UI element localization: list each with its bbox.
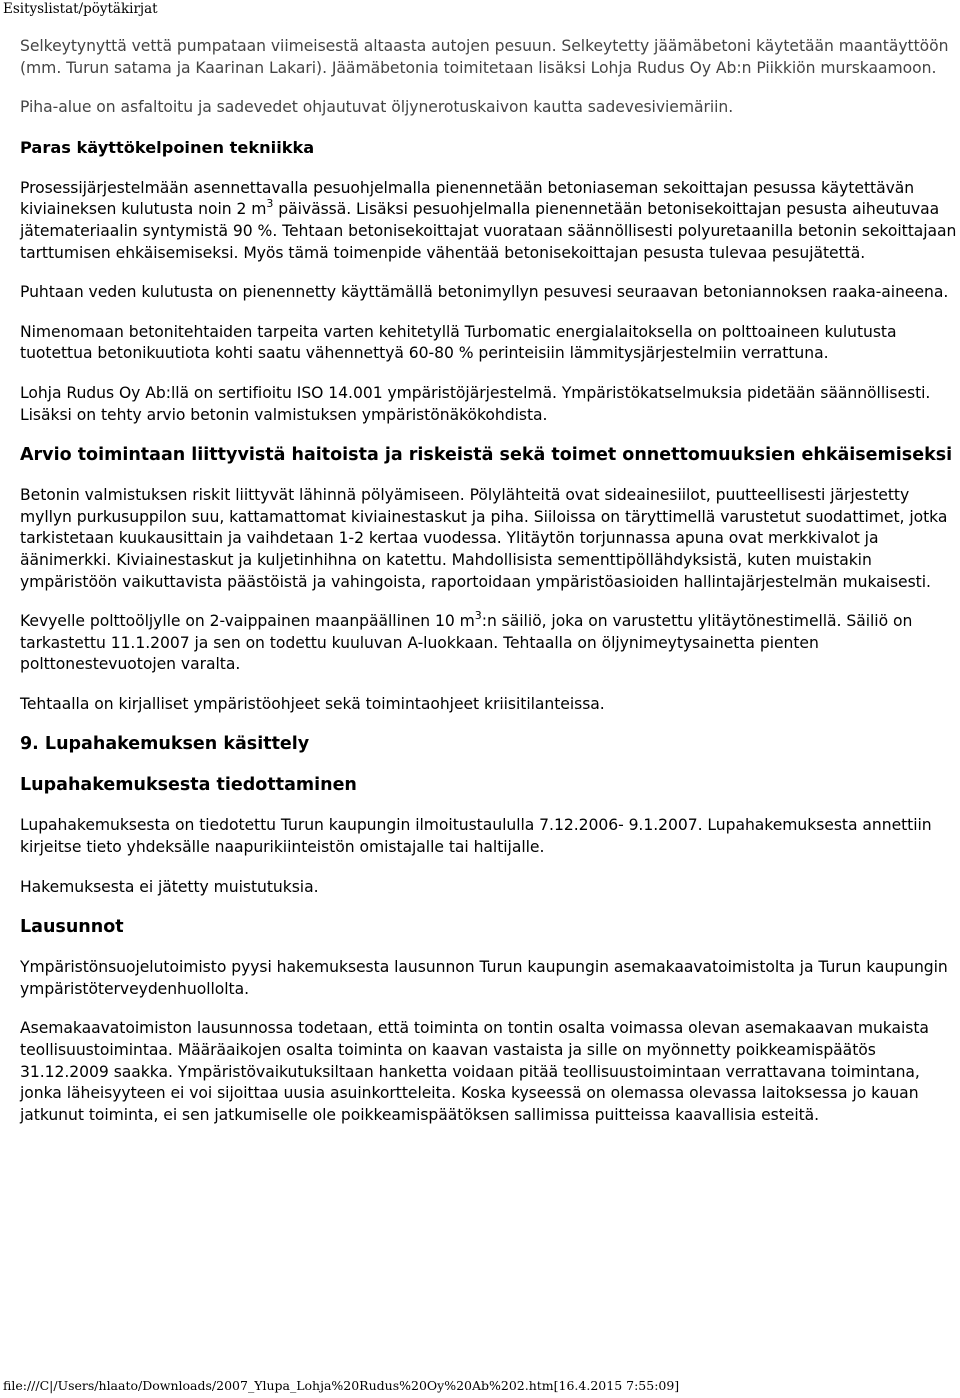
page-footer-path: file:///C|/Users/hlaato/Downloads/2007_Ylupa_Lohja%20Rudus%20Oy%20Ab%202.htm[16.4.2015 7:55:09] xyxy=(3,1378,680,1393)
paragraph-yard: Piha-alue on asfaltoitu ja sadevedet ohjautuvat öljynerotuskaivon kautta sadevesiviemäriin. xyxy=(20,98,734,117)
process-text-start: Prosessijärjestelmään asennettavalla pesuohjelmalla pienennetään betoniaseman sekoittajan pesussa käytettävän kiviaineksen kulutusta noin 2 m xyxy=(20,178,915,219)
heading-best-available-technique: Paras käyttökelpoinen tekniikka xyxy=(20,137,315,157)
superscript-3: 3 xyxy=(474,609,482,623)
paragraph-notice: Lupahakemuksesta on tiedotettu Turun kaupungin ilmoitustaululla 7.12.2006- 9.1.2007. Lupahakemuksesta annettiin kirjeitse tieto yhdeksälle naapurikiinteistön omistajalle tai haltijalle. xyxy=(20,816,932,857)
oil-text-end: :n säiliö, joka on varustettu ylitäytönestimellä. Säiliö on tarkastettu 11.1.2007 ja sen on todettu kuuluvan A-luokkaan. Tehtaalla on öljynimeytysainetta pienten polttonestevuotojen varalta. xyxy=(20,612,913,674)
heading-section-9: 9. Lupahakemuksen käsittely xyxy=(20,734,310,755)
paragraph-iso: Lohja Rudus Oy Ab:llä on sertifioitu ISO 14.001 ympäristöjärjestelmä. Ympäristökatselmuksia pidetään säännöllisesti. Lisäksi on tehty arvio betonin valmistuksen ympäristönäkökohdista. xyxy=(20,383,931,424)
document-body xyxy=(20,36,957,1144)
paragraph-statement-request: Ympäristönsuojelutoimisto pyysi hakemuksesta lausunnon Turun kaupungin asemakaavatoimistolta ja Turun kaupungin ympäristöterveydenhuollolta. xyxy=(20,958,948,998)
heading-application-notice: Lupahakemuksesta tiedottaminen xyxy=(20,775,357,796)
paragraph-instructions: Tehtaalla on kirjalliset ympäristöohjeet sekä toimintaohjeet kriisitilanteissa. xyxy=(20,694,605,713)
paragraph-water-reuse: Selkeytynyttä vettä pumpataan viimeisestä altaasta autojen pesuun. Selkeytetty jäämäbetoni käytetään maantäyttöön (mm. Turun satama ja Kaarinan Lakari). Jäämäbetonia toimitetaan lisäksi Lohja Rudus Oy Ab:n Piikkiön murskaamoon. xyxy=(20,37,949,77)
process-text-end: päivässä. Lisäksi pesuohjelmalla pienennetään betonisekoittajan pesusta aiheutuvaa jätemateriaalin syntymistä 90 %. Tehtaan betonisekoittajat vuorataan säännöllisesti polyuretaanilla betonin sekoittajaan tarttumisen ehkäisemiseksi. Myös tämä toimenpide vähentää betonisekoittajan pesusta tulevaa pesujätettä. xyxy=(20,200,957,262)
page-header-title: Esityslistat/pöytäkirjat xyxy=(3,1,158,17)
paragraph-process-system xyxy=(20,178,957,264)
paragraph-fuel-oil xyxy=(20,611,957,676)
paragraph-turbomatic: Nimenomaan betonitehtaiden tarpeita varten kehitetyllä Turbomatic energialaitoksella on polttoaineen kulutusta tuotettua betonikuutiota kohti saatu vähennettyä 60-80 % perinteisiin lämmitysjärjestelmiin verrattuna. xyxy=(20,322,897,363)
superscript-3: 3 xyxy=(266,197,274,211)
heading-statements: Lausunnot xyxy=(20,917,124,938)
paragraph-clean-water: Puhtaan veden kulutusta on pienennetty käyttämällä betonimyllyn pesuvesi seuraavan betoniannoksen raaka-aineena. xyxy=(20,283,949,302)
paragraph-no-remarks: Hakemuksesta ei jätetty muistutuksia. xyxy=(20,877,319,896)
paragraph-risks: Betonin valmistuksen riskit liittyvät lähinnä pölyämiseen. Pölylähteitä ovat sideainesiilot, puutteellisesti järjestetty myllyn purkusuppilon suu, kattamattomat kiviainestaskut ja piha. Siiloissa on täryttimellä varustetut suodattimet, jotka tarkistetaan kuukausittain ja vaihdetaan 1-2 kertaa vuodessa. Ylitäytön torjunnassa apuna ovat merkkivalot ja äänimerkki. Kiviainestaskut ja kuljetinhihna on katettu. Mahdollisista sementtipöllähdyksistä, kuten muistakin ympäristöön vaikuttavista päästöistä ja vahingoista, raportoidaan ympäristöasioiden hallintajärjestelmän mukaisesti. xyxy=(20,486,948,591)
heading-risk-assessment: Arvio toimintaan liittyvistä haitoista ja riskeistä sekä toimet onnettomuuksien ehkäisemiseksi xyxy=(20,445,953,466)
oil-text-start: Kevyelle polttoöljylle on 2-vaippainen maanpäällinen 10 m xyxy=(20,612,475,631)
paragraph-zoning-statement: Asemakaavatoimiston lausunnossa todetaan, että toiminta on tontin osalta voimassa olevan asemakaavan mukaista teollisuustoimintaa. Määräaikojen osalta toiminta on kaavan vastaista ja sille on myönnetty poikkeamispäätös 31.12.2009 saakka. Ympäristövaikutuksiltaan hanketta voidaan pitää teollisuustoimintaan verrattavana toimintana, jonka läheisyyteen ei voi sijoittaa uusia asuinkortteleita. Koska kyseessä on olemassa olevassa laitoksessa jo kauan jatkunut toiminta, ei sen jatkumiselle ole poikkeamispäätöksen sallimissa puitteissa kaavallisia esteitä. xyxy=(20,1019,929,1124)
